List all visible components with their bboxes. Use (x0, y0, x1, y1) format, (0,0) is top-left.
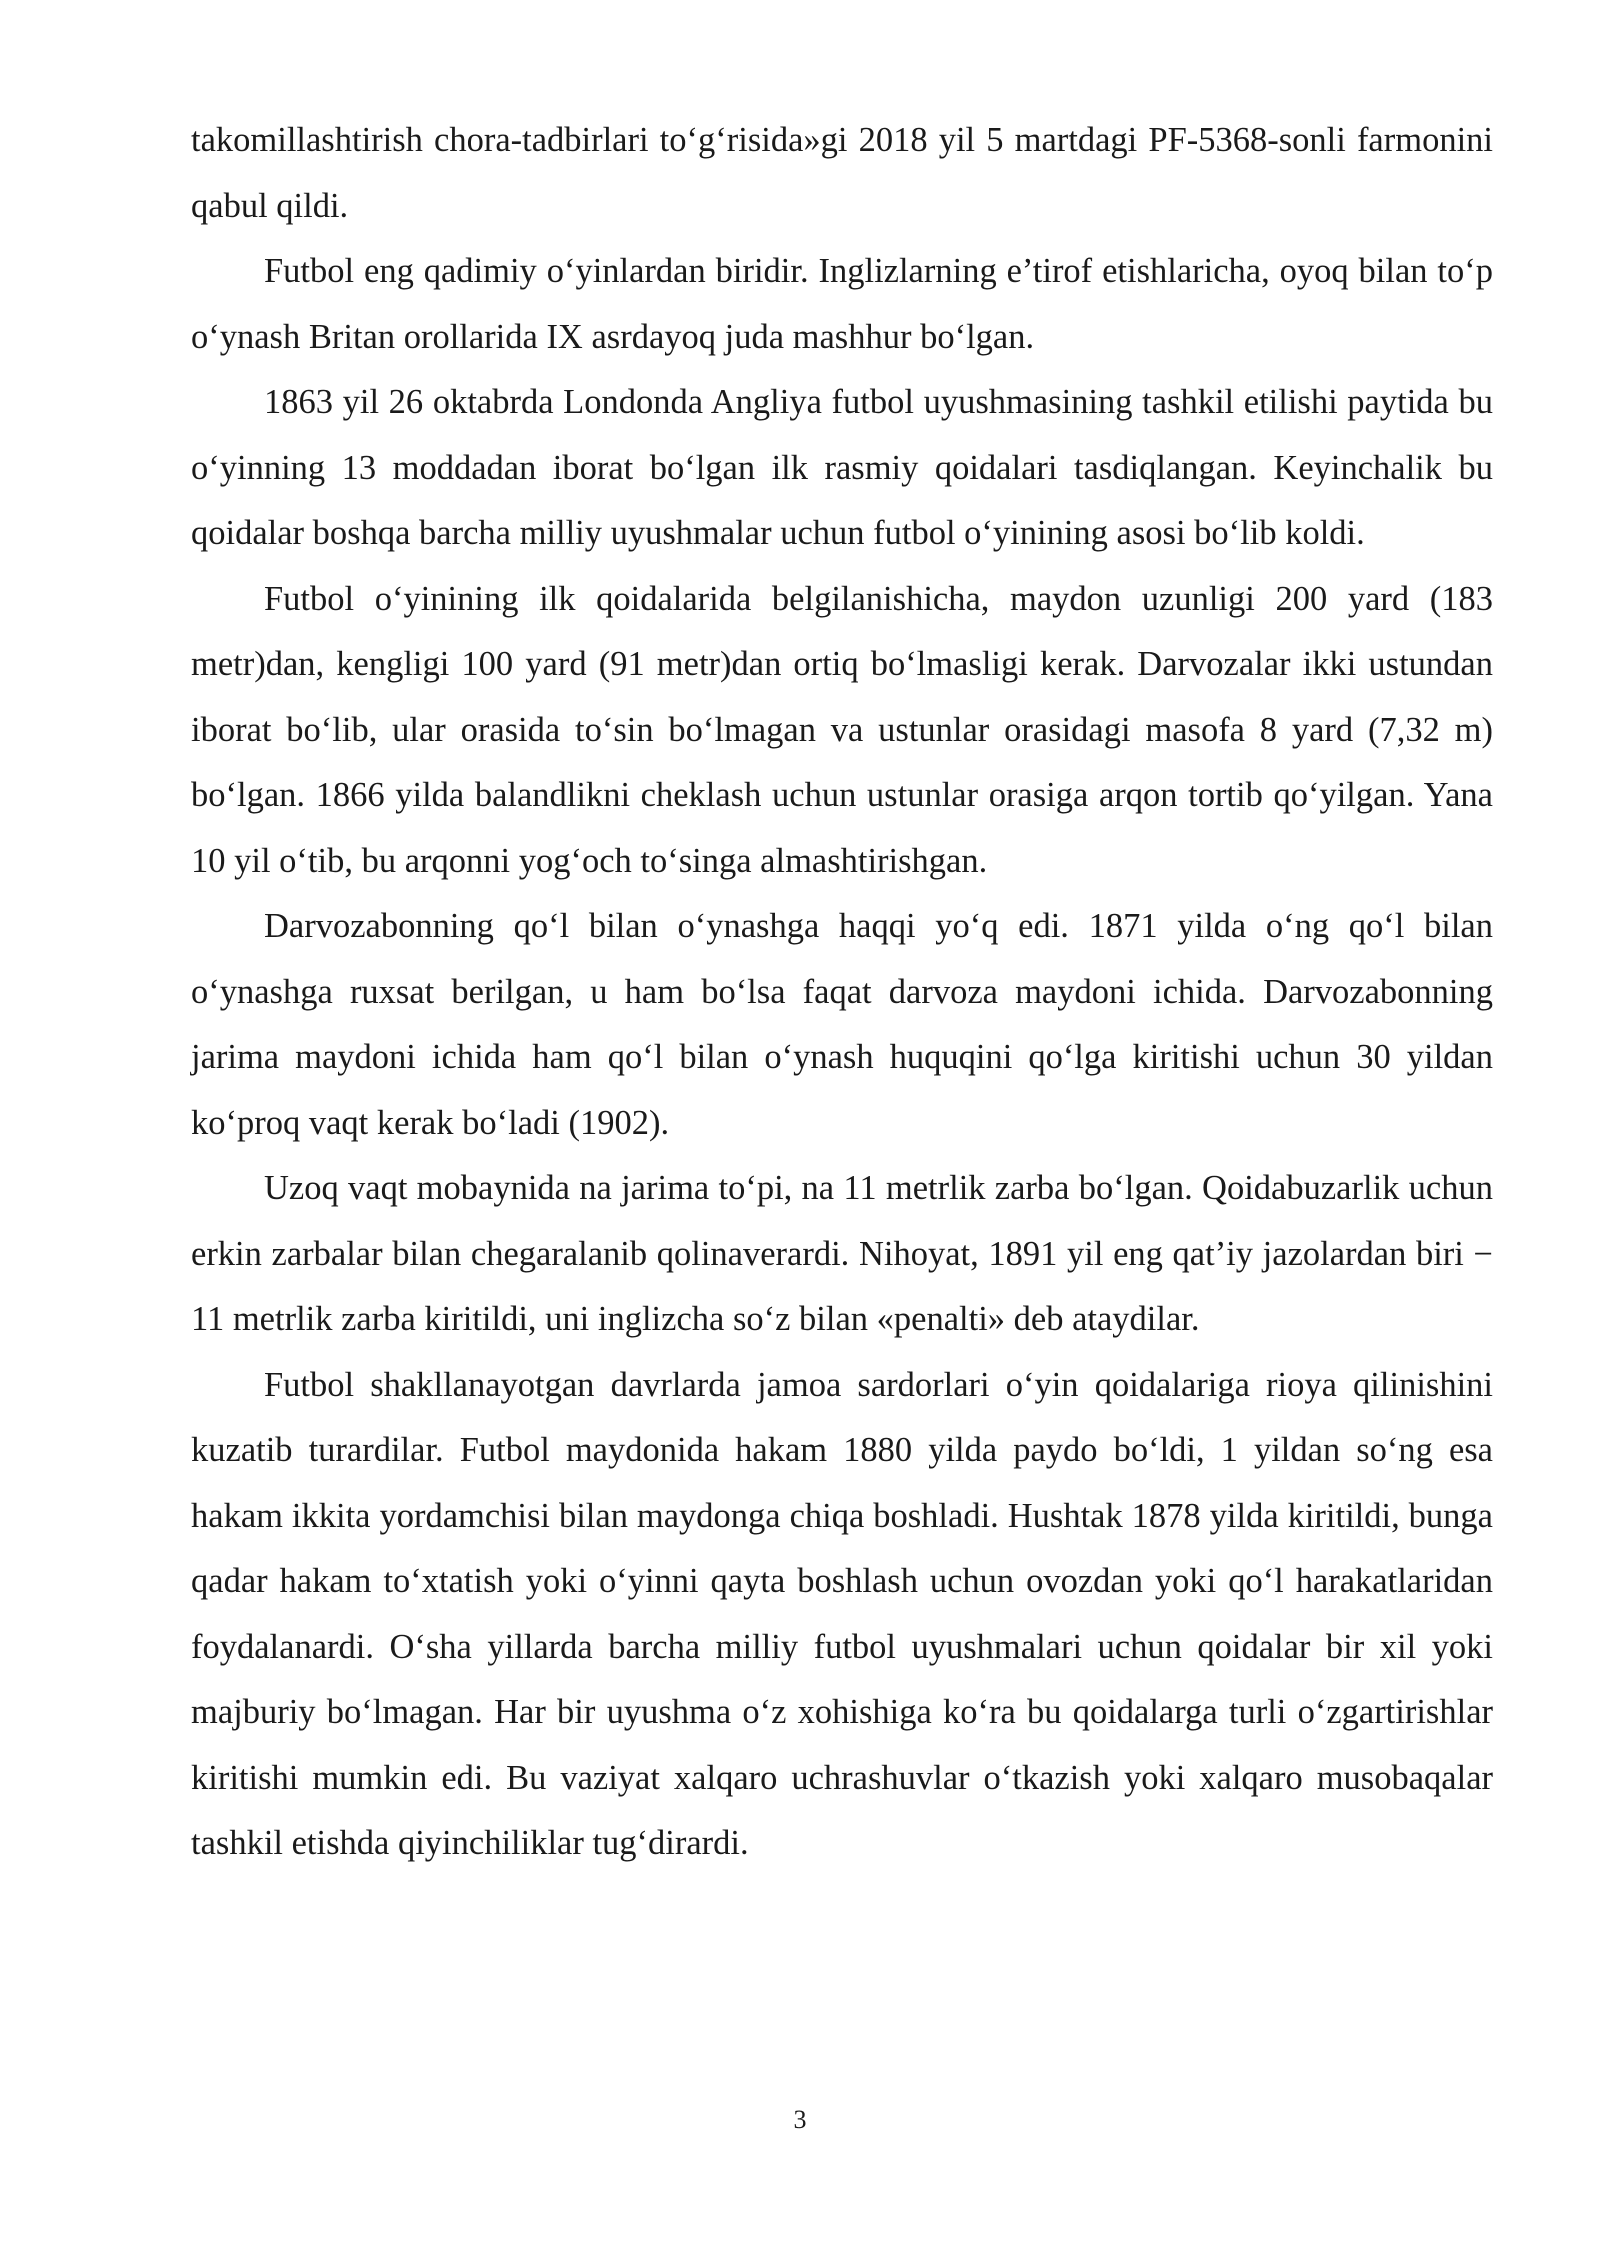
paragraph-continuation: takomillashtirish chora-tadbirlari to‘g‘risida»gi 2018 yil 5 martdagi PF-5368-sonli farmonini qabul qildi. (191, 121, 1493, 225)
paragraph-field-dimensions: Futbol o‘yinining ilk qoidalarida belgilanishicha, maydon uzunligi 200 yard (183 metr)dan, kengligi 100 yard (91 metr)dan ortiq bo‘lmasligi kerak. Darvozalar ikki ustundan iborat bo‘lib, ular orasida to‘sin bo‘lmagan va ustunlar orasidagi masofa 8 yard (7,32 m) bo‘lgan. 1866 yilda balandlikni cheklash uchun ustunlar orasiga arqon tortib qo‘yilgan. Yana 10 yil o‘tib, bu arqonni yog‘och to‘singa almashtirishgan. (191, 579, 1493, 880)
paragraph-referees: Futbol shakllanayotgan davrlarda jamoa sardorlari o‘yin qoidalariga rioya qilinishini kuzatib turardilar. Futbol maydonida hakam 1880 yilda paydo bo‘ldi, 1 yildan so‘ng esa hakam ikkita yordamchisi bilan maydonga chiqa boshladi. Hushtak 1878 yilda kiritildi, bunga qadar hakam to‘xtatish yoki o‘yinni qayta boshlash uchun ovozdan yoki qo‘l harakatlaridan foydalanardi. O‘sha yillarda barcha milliy futbol uyushmalari uchun qoidalar bir xil yoki majburiy bo‘lmagan. Har bir uyushma o‘z xohishiga ko‘ra bu qoidalarga turli o‘zgartirishlar kiritishi mumkin edi. Bu vaziyat xalqaro uchrashuvlar o‘tkazish yoki xalqaro musobaqalar tashkil etishda qiyinchiliklar tug‘dirardi. (191, 1365, 1493, 1862)
paragraph-goalkeeper: Darvozabonning qo‘l bilan o‘ynashga haqqi yo‘q edi. 1871 yilda o‘ng qo‘l bilan o‘ynashga ruxsat berilgan, u ham bo‘lsa faqat darvoza maydoni ichida. Darvozabonning jarima maydoni ichida ham qo‘l bilan o‘ynash huquqini qo‘lga kiritishi uchun 30 yildan ko‘proq vaqt kerak bo‘ladi (1902). (191, 907, 1493, 1142)
paragraph-football-origins: Futbol eng qadimiy o‘yinlardan biridir. Inglizlarning e’tirof etishlaricha, oyoq bilan to‘p o‘ynash Britan orollarida IX asrdayoq juda mashhur bo‘lgan. (191, 252, 1493, 356)
document-body (191, 108, 1493, 1877)
page-number: 3 (793, 2105, 807, 2134)
paragraph-penalty: Uzoq vaqt mobaynida na jarima to‘pi, na 11 metrlik zarba bo‘lgan. Qoidabuzarlik uchun erkin zarbalar bilan chegaralanib qolinaverardi. Nihoyat, 1891 yil eng qat’iy jazolardan biri − 11 metrlik zarba kiritildi, uni inglizcha so‘z bilan «penalti» deb ataydilar. (191, 1169, 1493, 1338)
paragraph-1863-rules: 1863 yil 26 oktabrda Londonda Angliya futbol uyushmasining tashkil etilishi paytida bu o‘yinning 13 moddadan iborat bo‘lgan ilk rasmiy qoidalari tasdiqlangan. Keyinchalik bu qoidalar boshqa barcha milliy uyushmalar uchun futbol o‘yinining asosi bo‘lib koldi. (191, 383, 1493, 552)
